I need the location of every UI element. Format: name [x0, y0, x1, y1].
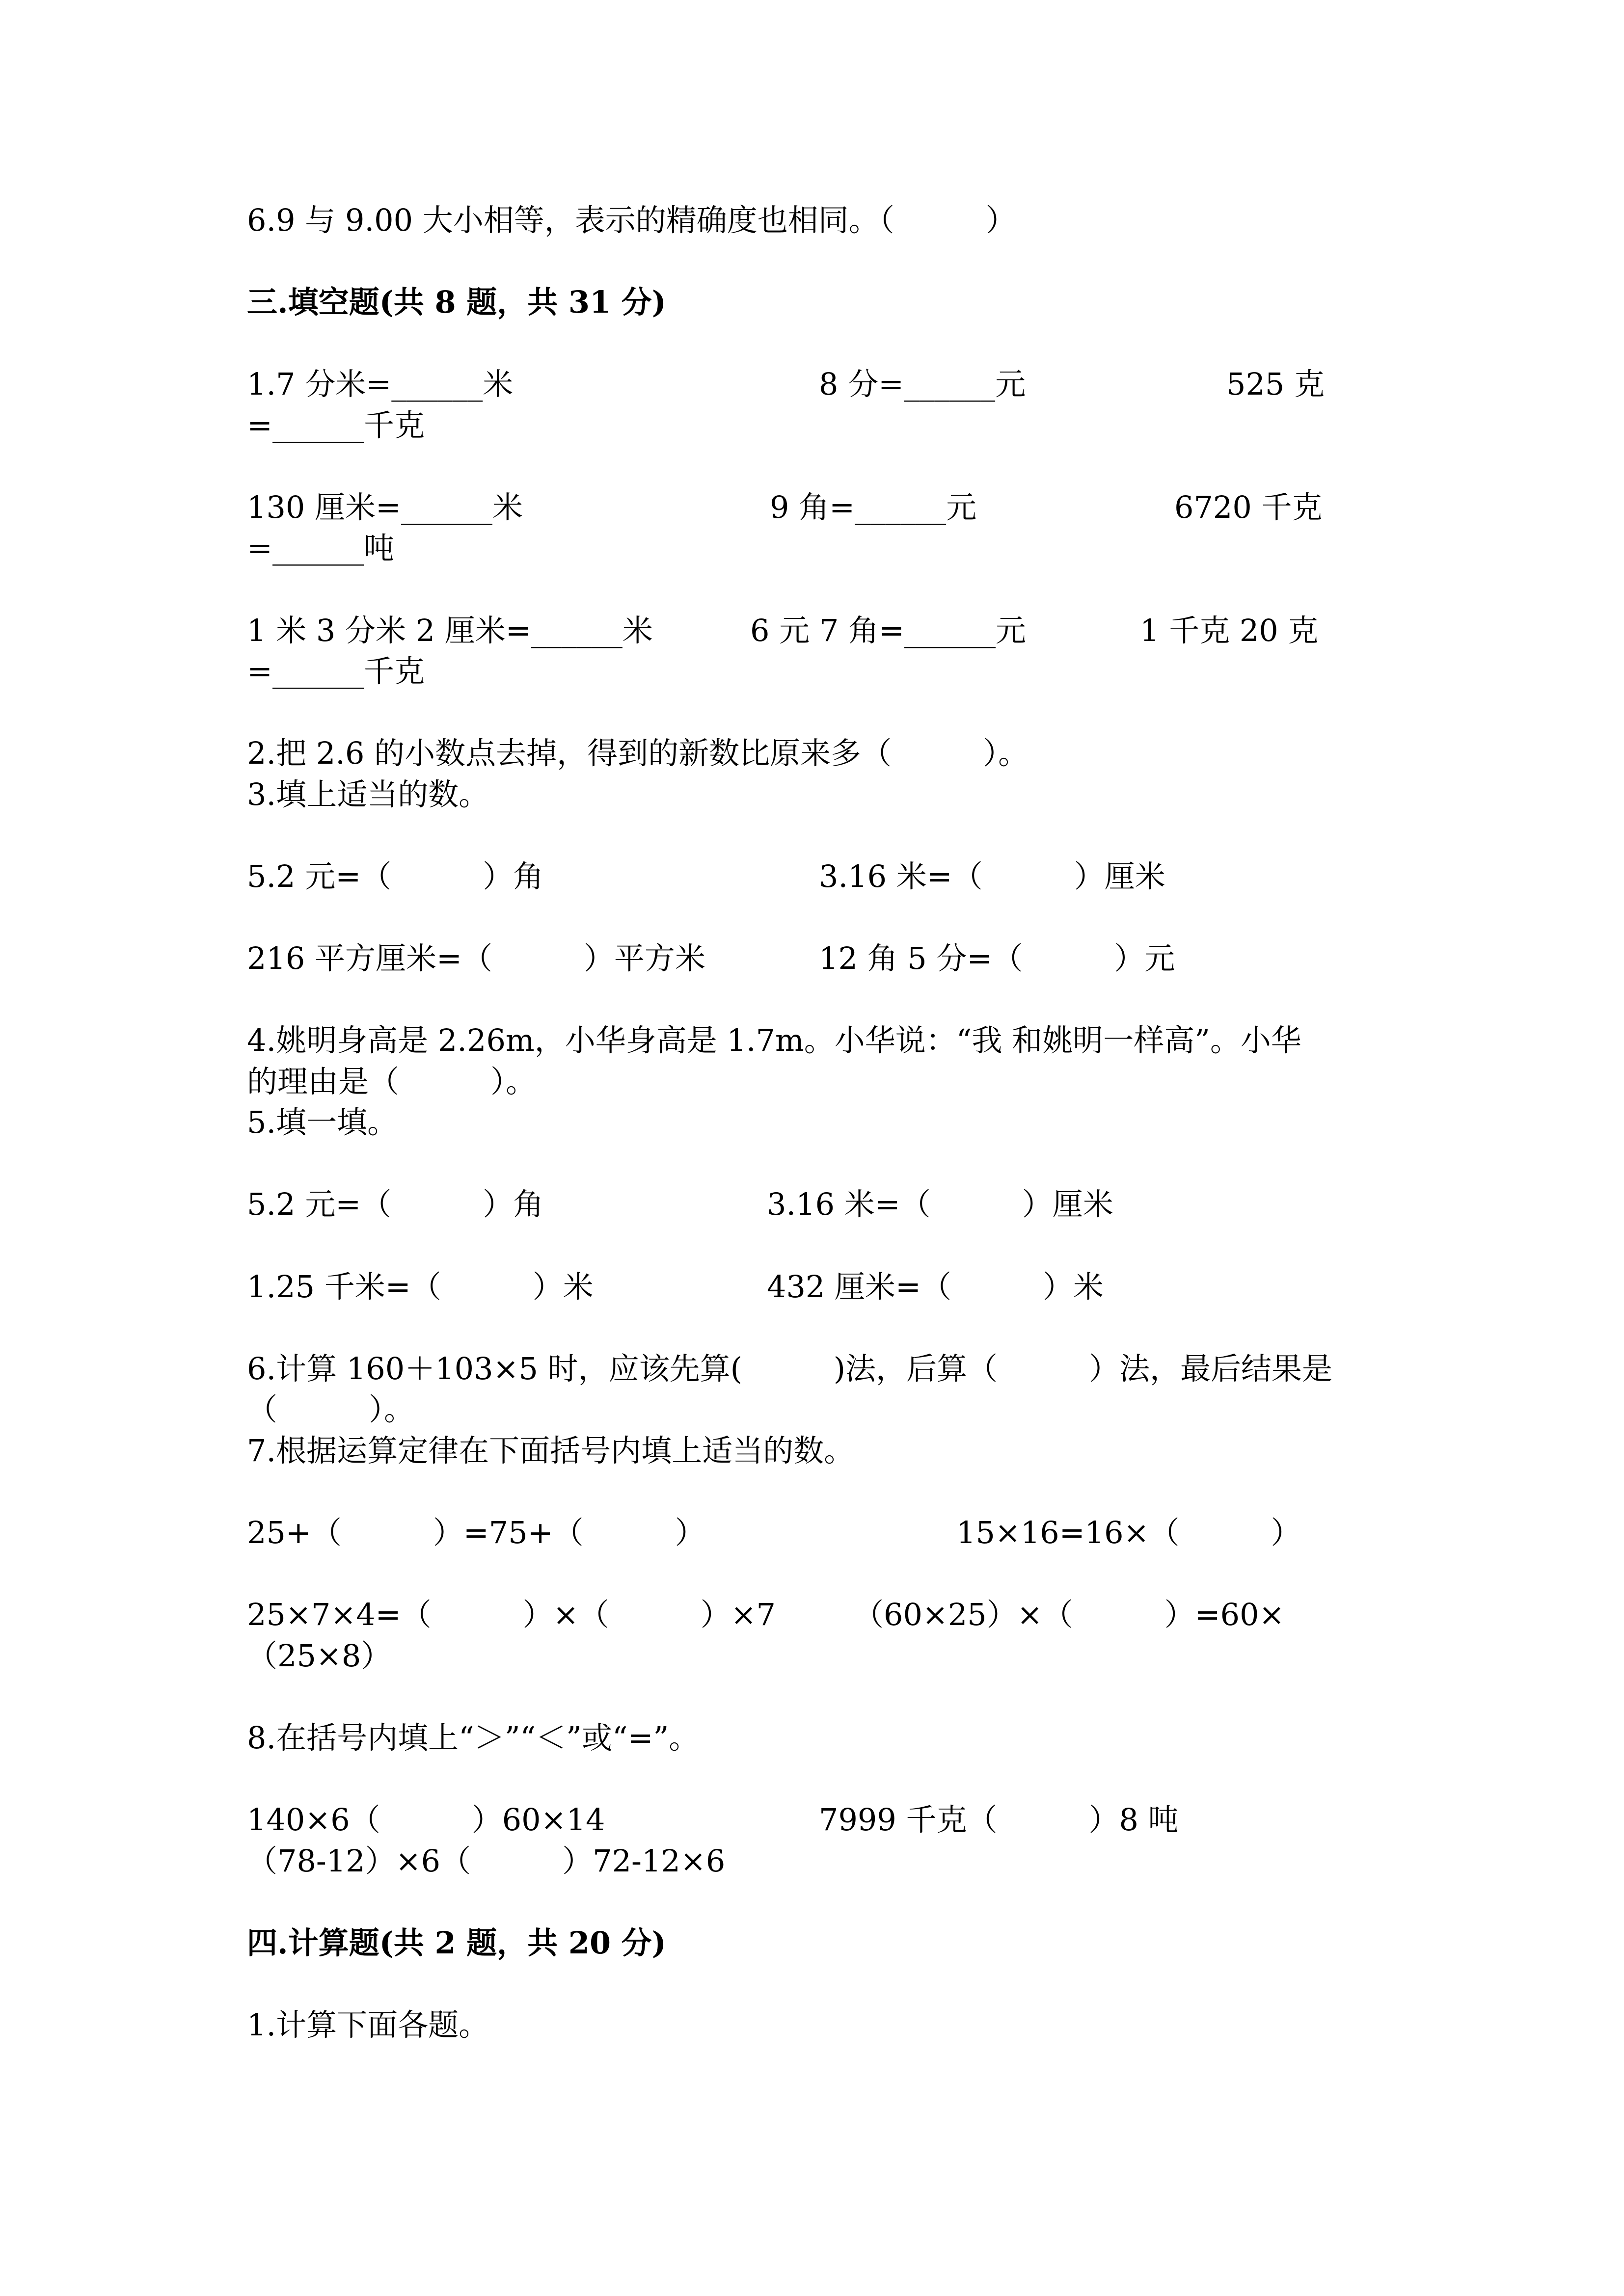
question-8: 8.在括号内填上“＞”“＜”或“=”。 — [247, 1720, 700, 1756]
q3-item-c: 216 平方厘米=（ ）平方米 — [247, 940, 705, 976]
q1-item-i: 1 千克 20 克 — [1140, 613, 1319, 648]
q5-item-a: 5.2 元=（ ）角 — [247, 1186, 544, 1222]
true-false-question-6: 6.9 与 9.00 大小相等，表示的精确度也相同。（ ） — [247, 202, 1016, 238]
question-4-cont: 的理由是（ ）。 — [247, 1064, 537, 1099]
q1-item-h: 6 元 7 角=______元 — [750, 613, 1026, 648]
question-6: 6.计算 160＋103×5 时，应该先算( )法，后算（ ）法，最后结果是 — [247, 1351, 1333, 1387]
q1-item-f-cont: =______吨 — [247, 530, 394, 566]
q1-item-c: 525 克 — [1226, 366, 1325, 402]
q8-item-c: （78-12）×6（ ）72-12×6 — [247, 1843, 726, 1879]
question-7: 7.根据运算定律在下面括号内填上适当的数。 — [247, 1433, 855, 1468]
q1-item-g: 1 米 3 分米 2 厘米=______米 — [247, 613, 653, 648]
section-heading-fill-in-blank: 三.填空题(共 8 题，共 31 分) — [247, 284, 667, 320]
q1-item-f: 6720 千克 — [1174, 489, 1323, 525]
question-5: 5.填一填。 — [247, 1104, 398, 1140]
question-2: 2.把 2.6 的小数点去掉，得到的新数比原来多（ ）。 — [247, 735, 1029, 771]
q3-item-a: 5.2 元=（ ）角 — [247, 858, 544, 894]
q7-item-d-cont: （25×8） — [247, 1638, 392, 1674]
q5-item-c: 1.25 千米=（ ）米 — [247, 1269, 594, 1305]
q8-item-a: 140×6（ ）60×14 — [247, 1802, 605, 1838]
section-heading-calculation: 四.计算题(共 2 题，共 20 分) — [247, 1925, 667, 1961]
q1-item-c-cont: =______千克 — [247, 407, 425, 443]
q5-item-d: 432 厘米=（ ）米 — [767, 1269, 1104, 1305]
q1-item-a: 1.7 分米=______米 — [247, 366, 514, 402]
question-4: 4.姚明身高是 2.26m，小华身高是 1.7m。小华说：“我 和姚明一样高”。小华 — [247, 1022, 1301, 1058]
q3-item-b: 3.16 米=（ ）厘米 — [819, 858, 1165, 894]
question-3: 3.填上适当的数。 — [247, 776, 489, 812]
q1-item-i-cont: =______千克 — [247, 653, 425, 689]
q1-item-e: 9 角=______元 — [770, 489, 977, 525]
q7-item-d: （60×25）×（ ）=60× — [853, 1597, 1285, 1632]
q3-item-d: 12 角 5 分=（ ）元 — [819, 940, 1175, 976]
q1-item-d: 130 厘米=______米 — [247, 489, 523, 525]
q7-item-b: 15×16=16×（ ） — [956, 1515, 1301, 1550]
q7-item-a: 25+（ ）=75+（ ） — [247, 1515, 705, 1550]
calc-question-1: 1.计算下面各题。 — [247, 2007, 489, 2043]
q5-item-b: 3.16 米=（ ）厘米 — [767, 1186, 1113, 1222]
q8-item-b: 7999 千克（ ）8 吨 — [819, 1802, 1179, 1838]
question-6-cont: （ ）。 — [247, 1391, 415, 1427]
q1-item-b: 8 分=______元 — [819, 366, 1026, 402]
q7-item-c: 25×7×4=（ ）×（ ）×7 — [247, 1597, 776, 1632]
